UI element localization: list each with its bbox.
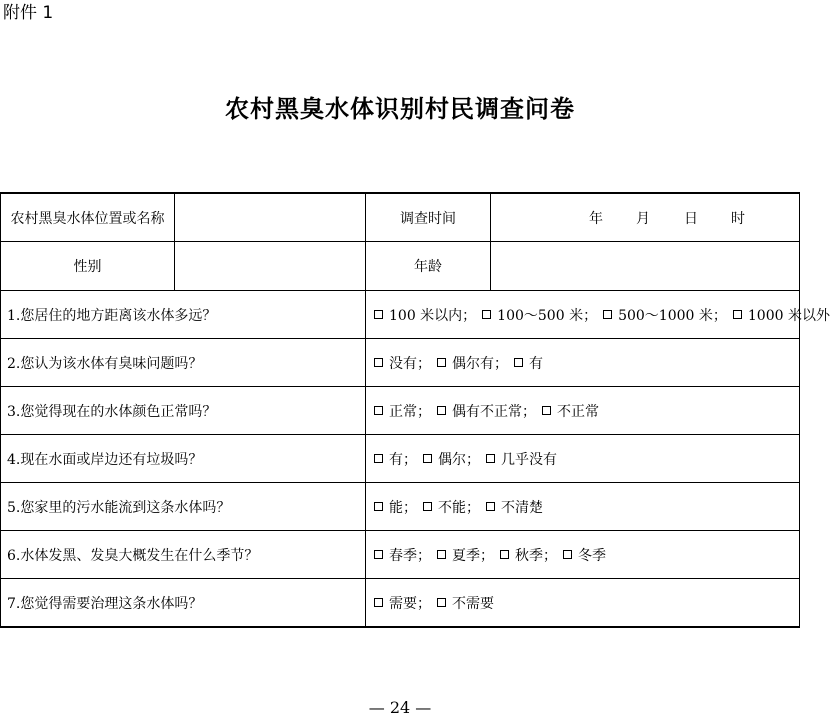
checkbox-icon[interactable] [423,502,432,511]
question-text: 5.您家里的污水能流到这条水体吗？ [1,483,366,531]
question-text: 6.水体发黑、发臭大概发生在什么季节？ [1,531,366,579]
option-separator: ； [403,451,417,468]
hour-unit: 时 [731,210,745,227]
option-label: 100～500 米 [497,307,584,324]
day-unit: 日 [684,210,698,227]
option-choice[interactable] [486,497,543,517]
option-separator: ； [583,307,598,324]
option-choice[interactable] [733,305,830,325]
option-separator: ； [712,307,727,324]
question-text: 1.您居住的地方距离该水体多远？ [1,291,366,339]
question-text: 2.您认为该水体有臭味问题吗？ [1,339,366,387]
location-label: 农村黑臭水体位置或名称 [1,193,175,242]
option-label: 不正常 [557,403,599,420]
option-label: 1000 米以外 [747,307,830,324]
option-choice[interactable] [500,545,563,565]
option-label: 偶有不正常 [452,403,522,420]
checkbox-icon[interactable] [514,358,523,367]
checkbox-icon[interactable] [486,454,495,463]
option-choice[interactable] [486,449,557,469]
option-choice[interactable] [423,497,486,517]
gender-label: 性别 [1,242,175,291]
option-separator: ； [522,403,536,420]
option-choice[interactable] [374,401,437,421]
gender-value[interactable] [175,242,366,291]
option-label: 秋季 [515,547,543,564]
question-text: 3.您觉得现在的水体颜色正常吗？ [1,387,366,435]
checkbox-icon[interactable] [603,310,612,319]
checkbox-icon[interactable] [374,502,383,511]
option-choice[interactable] [374,593,437,613]
survey-table [0,192,830,628]
survey-time-label: 调查时间 [366,193,491,242]
question-row [1,339,800,387]
question-row [1,579,800,628]
option-label: 冬季 [578,547,606,564]
option-label: 能 [389,499,403,516]
option-label: 偶尔有 [452,355,494,372]
option-choice[interactable] [563,545,606,565]
option-choice[interactable] [374,449,423,469]
checkbox-icon[interactable] [423,454,432,463]
option-label: 几乎没有 [501,451,557,468]
attachment-label: 附件 1 [3,3,54,23]
checkbox-icon[interactable] [542,406,551,415]
checkbox-icon[interactable] [374,406,383,415]
question-row [1,531,800,579]
option-label: 偶尔 [438,451,466,468]
option-choice[interactable] [374,353,437,373]
checkbox-icon[interactable] [563,550,572,559]
checkbox-icon[interactable] [374,550,383,559]
option-choice[interactable] [603,305,733,325]
option-label: 正常 [389,403,417,420]
question-options [366,531,800,579]
question-row [1,483,800,531]
option-choice[interactable] [437,593,494,613]
year-unit: 年 [589,210,603,227]
option-separator: ； [480,547,494,564]
month-unit: 月 [636,210,650,227]
question-options [366,579,800,628]
question-text: 4.现在水面或岸边还有垃圾吗？ [1,435,366,483]
checkbox-icon[interactable] [374,358,383,367]
option-separator: ； [462,307,477,324]
option-separator: ； [417,595,431,612]
option-label: 不清楚 [501,499,543,516]
option-label: 有 [389,451,403,468]
option-separator: ； [466,451,480,468]
checkbox-icon[interactable] [437,358,446,367]
checkbox-icon[interactable] [437,598,446,607]
option-separator: ； [543,547,557,564]
question-options [366,387,800,435]
page-title: 农村黑臭水体识别村民调查问卷 [225,95,575,123]
option-separator: ； [417,355,431,372]
option-separator: ； [417,547,431,564]
checkbox-icon[interactable] [437,406,446,415]
checkbox-icon[interactable] [374,310,383,319]
option-choice[interactable] [437,545,500,565]
option-choice[interactable] [437,401,542,421]
header-row-gender [1,242,800,291]
age-value[interactable] [491,242,800,291]
option-choice[interactable] [423,449,486,469]
option-label: 不需要 [452,595,494,612]
header-row-location [1,193,800,242]
checkbox-icon[interactable] [437,550,446,559]
option-separator: ； [417,403,431,420]
option-label: 需要 [389,595,417,612]
question-options [366,339,800,387]
option-label: 有 [529,355,543,372]
option-label: 没有 [389,355,417,372]
option-separator: ； [494,355,508,372]
option-choice[interactable] [437,353,514,373]
question-options [366,435,800,483]
option-label: 100 米以内 [389,307,463,324]
checkbox-icon[interactable] [733,310,742,319]
question-options [366,291,830,339]
option-choice[interactable] [514,353,543,373]
question-options [366,483,800,531]
checkbox-icon[interactable] [486,502,495,511]
survey-time-value[interactable] [491,193,800,242]
checkbox-icon[interactable] [500,550,509,559]
option-label: 夏季 [452,547,480,564]
question-row [1,387,800,435]
option-label: 500～1000 米 [618,307,713,324]
option-separator: ； [403,499,417,516]
checkbox-icon[interactable] [374,454,383,463]
location-value[interactable] [175,193,366,242]
option-choice[interactable] [482,305,603,325]
option-choice[interactable] [374,497,423,517]
option-label: 不能 [438,499,466,516]
option-choice[interactable] [542,401,599,421]
question-row [1,435,800,483]
question-text: 7.您觉得需要治理这条水体吗？ [1,579,366,628]
option-separator: ； [466,499,480,516]
checkbox-icon[interactable] [482,310,491,319]
option-choice[interactable] [374,545,437,565]
question-row [1,291,800,339]
age-label: 年龄 [366,242,491,291]
option-label: 春季 [389,547,417,564]
checkbox-icon[interactable] [374,598,383,607]
page-number: — 24 — [368,698,432,717]
option-choice[interactable] [374,305,482,325]
